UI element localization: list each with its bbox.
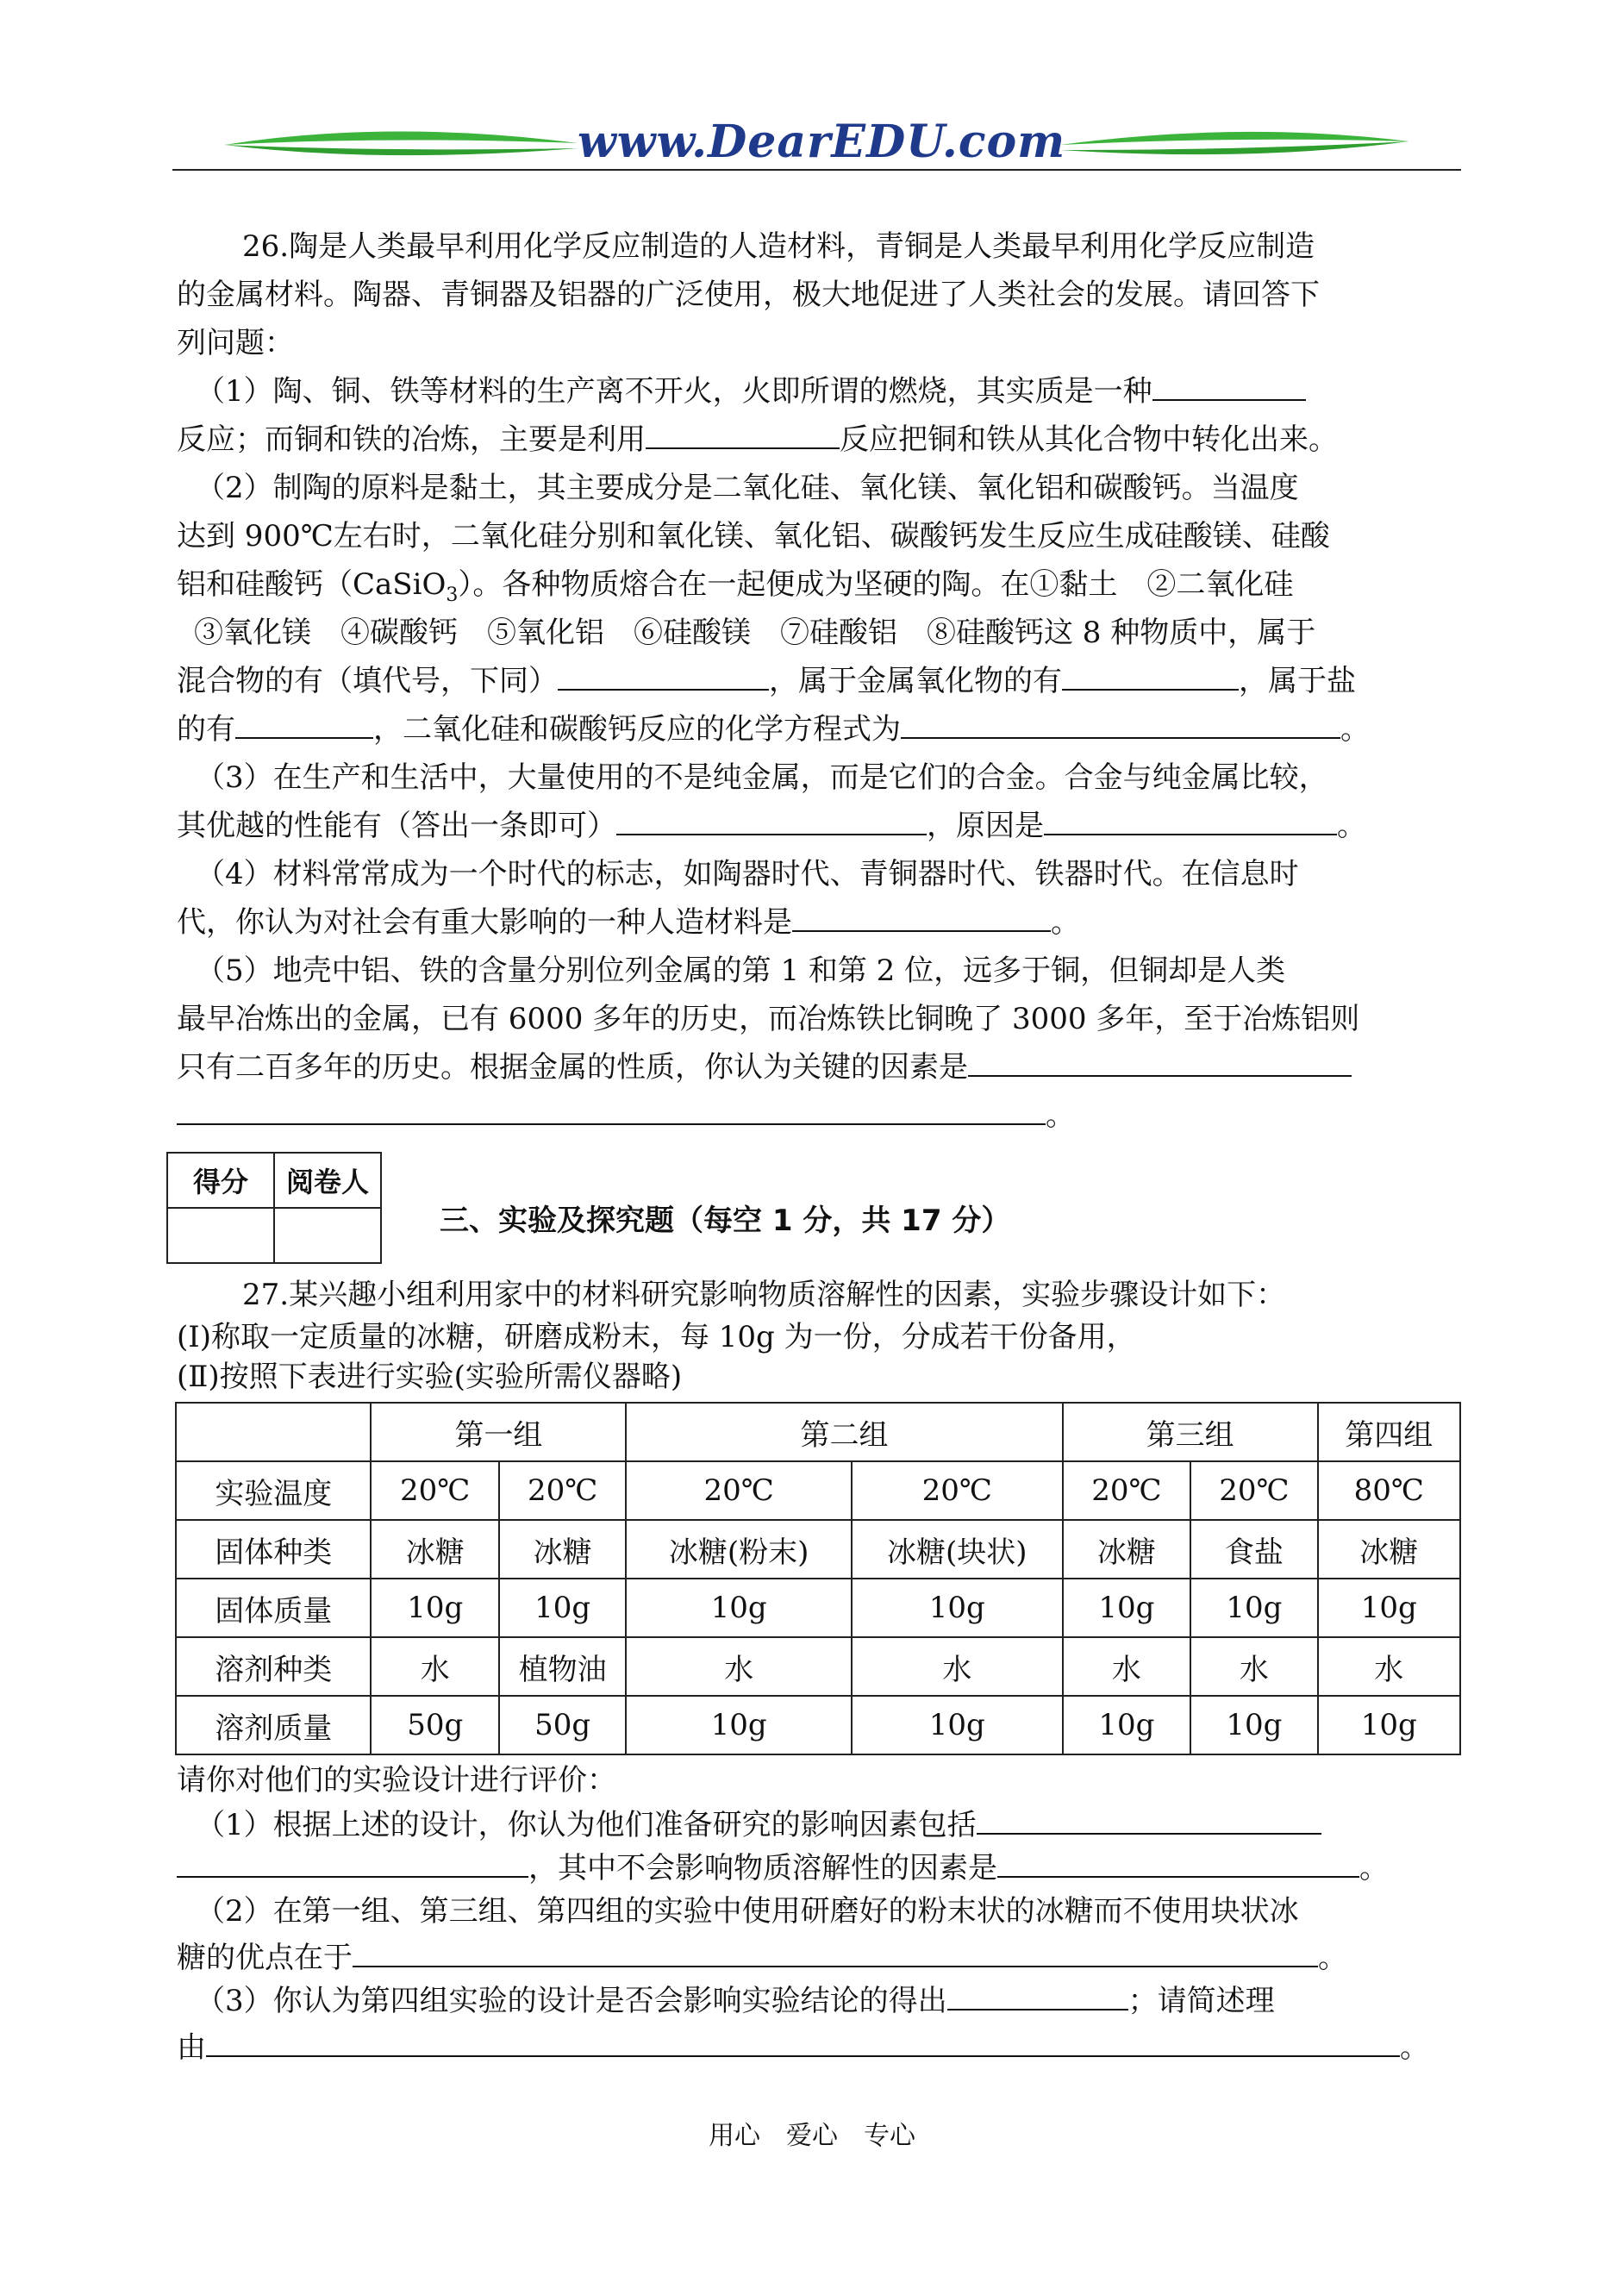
q26-part2-text: 。 bbox=[1340, 712, 1370, 747]
q26-part1 bbox=[177, 416, 1461, 464]
answer-blank[interactable] bbox=[1152, 368, 1306, 401]
table-row bbox=[176, 1637, 1460, 1696]
reviewer-label: 阅卷人 bbox=[274, 1153, 381, 1208]
table-cell: 水 bbox=[1318, 1637, 1460, 1696]
table-header-row bbox=[176, 1403, 1460, 1461]
q27-eval-part2: （2）在第一组、第三组、第四组的实验中使用研磨好的粉末状的冰糖而不使用块状冰 bbox=[196, 1894, 1299, 1929]
q26-part5 bbox=[177, 1091, 1461, 1140]
q27-eval-text: 糖的优点在于 bbox=[177, 1941, 353, 1975]
answer-blank[interactable] bbox=[177, 1092, 1046, 1125]
page-content bbox=[177, 222, 1461, 2067]
table-group-header: 第三组 bbox=[1063, 1403, 1318, 1461]
table-cell: 20℃ bbox=[1190, 1461, 1317, 1520]
answer-blank[interactable] bbox=[235, 706, 373, 739]
table-cell: 冰糖 bbox=[371, 1520, 498, 1579]
answer-blank[interactable] bbox=[997, 1845, 1359, 1878]
q27-eval-text: ；请简述理 bbox=[1127, 1984, 1275, 2018]
table-cell: 10g bbox=[1318, 1579, 1460, 1637]
q26-part5-text: 。 bbox=[1046, 1098, 1075, 1133]
table-cell: 20℃ bbox=[626, 1461, 852, 1520]
q27-eval-text: 。 bbox=[1318, 1941, 1347, 1975]
table-cell: 10g bbox=[852, 1579, 1063, 1637]
table-cell: 冰糖(粉末) bbox=[626, 1520, 852, 1579]
q26-intro-line: 列问题： bbox=[177, 326, 294, 360]
q27-eval-intro: 请你对他们的实验设计进行评价： bbox=[177, 1763, 616, 1798]
answer-blank[interactable] bbox=[177, 1845, 528, 1878]
page-header bbox=[172, 110, 1461, 172]
q26-part2-text: ，属于盐 bbox=[1239, 664, 1356, 698]
table-cell: 冰糖 bbox=[499, 1520, 626, 1579]
answer-blank[interactable] bbox=[616, 803, 927, 835]
question-26 bbox=[177, 222, 1461, 1140]
table-row-label: 固体质量 bbox=[176, 1579, 371, 1637]
question-27 bbox=[177, 1273, 1461, 2067]
q27-eval-part3 bbox=[177, 1978, 1461, 2024]
table-cell: 10g bbox=[1318, 1696, 1460, 1754]
q26-part5 bbox=[177, 1043, 1461, 1091]
q26-part5: 最早冶炼出的金属，已有 6000 多年的历史，而冶炼铁比铜晚了 3000 多年，至于冶炼铝则 bbox=[177, 1002, 1360, 1036]
q26-part2-text: 的有 bbox=[177, 712, 235, 747]
answer-blank[interactable] bbox=[206, 2024, 1400, 2057]
q26-part5: （5）地壳中铝、铁的含量分别位列金属的第 1 和第 2 位，远多于铜，但铜却是人类 bbox=[196, 954, 1286, 988]
table-cell: 10g bbox=[852, 1696, 1063, 1754]
answer-blank[interactable] bbox=[353, 1935, 1318, 1967]
q26-part2-text: 铝和硅酸钙（CaSiO bbox=[177, 567, 447, 602]
table-cell: 冰糖 bbox=[1318, 1520, 1460, 1579]
q26-part2-text: ，二氧化硅和碳酸钙反应的化学方程式为 bbox=[373, 712, 901, 747]
table-cell: 10g bbox=[1063, 1696, 1190, 1754]
table-cell: 冰糖 bbox=[1063, 1520, 1190, 1579]
table-cell: 20℃ bbox=[371, 1461, 498, 1520]
header-divider bbox=[172, 169, 1461, 171]
q26-part4-text: 代，你认为对社会有重大影响的一种人造材料是 bbox=[177, 905, 792, 940]
answer-blank[interactable] bbox=[901, 706, 1340, 739]
table-corner-cell bbox=[176, 1403, 371, 1461]
table-group-header: 第一组 bbox=[371, 1403, 626, 1461]
q26-part2-text: ）。各种物质熔合在一起便成为坚硬的陶。在①黏土 ②二氧化硅 bbox=[458, 567, 1294, 602]
table-cell: 冰糖(块状) bbox=[852, 1520, 1063, 1579]
table-cell: 20℃ bbox=[1063, 1461, 1190, 1520]
q26-part2: ③氧化镁 ④碳酸钙 ⑤氧化铝 ⑥硅酸镁 ⑦硅酸铝 ⑧硅酸钙这 8 种物质中，属于 bbox=[194, 616, 1316, 650]
table-row-label: 实验温度 bbox=[176, 1461, 371, 1520]
q26-part1 bbox=[177, 367, 1461, 416]
answer-blank[interactable] bbox=[947, 1978, 1128, 2010]
q26-part4 bbox=[177, 898, 1461, 947]
table-cell: 10g bbox=[626, 1579, 852, 1637]
page-footer: 用心 爱心 专心 bbox=[709, 2121, 915, 2151]
answer-blank[interactable] bbox=[968, 1044, 1352, 1077]
table-group-header: 第二组 bbox=[626, 1403, 1062, 1461]
q27-intro: 27.某兴趣小组利用家中的材料研究影响物质溶解性的因素，实验步骤设计如下： bbox=[242, 1278, 1286, 1312]
q26-part1-text: 反应把铜和铁从其化合物中转化出来。 bbox=[840, 422, 1338, 457]
q26-part2 bbox=[177, 560, 1461, 609]
score-label: 得分 bbox=[167, 1153, 274, 1208]
q26-intro-line: 的金属材料。陶器、青铜器及铝器的广泛使用，极大地促进了人类社会的发展。请回答下 bbox=[177, 278, 1320, 312]
experiment-table bbox=[175, 1402, 1461, 1755]
answer-blank[interactable] bbox=[1044, 803, 1337, 835]
answer-blank[interactable] bbox=[792, 899, 1051, 932]
q27-eval-text: 。 bbox=[1400, 2030, 1429, 2065]
score-box bbox=[166, 1152, 382, 1264]
table-cell: 50g bbox=[499, 1696, 626, 1754]
score-cell[interactable] bbox=[167, 1208, 274, 1263]
q27-eval-text: （3）你认为第四组实验的设计是否会影响实验结论的得出 bbox=[196, 1984, 947, 2018]
table-cell: 10g bbox=[1190, 1579, 1317, 1637]
answer-blank[interactable] bbox=[558, 658, 769, 691]
answer-blank[interactable] bbox=[1062, 658, 1239, 691]
section-heading: 三、实验及探究题（每空 1 分，共 17 分） bbox=[440, 1204, 1011, 1238]
q26-part3-text: 其优越的性能有（答出一条即可） bbox=[177, 809, 616, 843]
table-cell: 食盐 bbox=[1190, 1520, 1317, 1579]
q26-part3-text: 。 bbox=[1337, 809, 1366, 843]
table-cell: 20℃ bbox=[852, 1461, 1063, 1520]
q27-eval-text: 由 bbox=[177, 2030, 206, 2065]
header-logo-url: www.DearEDU.com bbox=[578, 116, 1066, 168]
q27-eval-text: （1）根据上述的设计，你认为他们准备研究的影响因素包括 bbox=[196, 1808, 977, 1842]
q26-part4-text: 。 bbox=[1051, 905, 1080, 940]
table-cell: 10g bbox=[626, 1696, 852, 1754]
answer-blank[interactable] bbox=[646, 416, 840, 449]
q27-eval-text: ，其中不会影响物质溶解性的因素是 bbox=[528, 1851, 997, 1885]
table-cell: 10g bbox=[499, 1579, 626, 1637]
q26-part2: （2）制陶的原料是黏土，其主要成分是二氧化硅、氧化镁、氧化铝和碳酸钙。当温度 bbox=[196, 471, 1299, 505]
table-cell: 水 bbox=[1063, 1637, 1190, 1696]
q26-part2 bbox=[177, 705, 1461, 754]
score-section-row bbox=[177, 1152, 1461, 1273]
table-cell: 植物油 bbox=[499, 1637, 626, 1696]
q27-eval-text: 。 bbox=[1359, 1851, 1389, 1885]
q26-part3-text: ，原因是 bbox=[927, 809, 1044, 843]
q27-eval-part1 bbox=[177, 1802, 1461, 1845]
table-cell: 80℃ bbox=[1318, 1461, 1460, 1520]
table-row bbox=[176, 1696, 1460, 1754]
q26-part1-text: 反应；而铜和铁的冶炼，主要是利用 bbox=[177, 422, 646, 457]
table-cell: 20℃ bbox=[499, 1461, 626, 1520]
q27-step: (Ⅱ)按照下表进行实验(实验所需仪器略) bbox=[177, 1360, 683, 1394]
q27-eval-part3 bbox=[177, 2024, 1461, 2067]
table-cell: 水 bbox=[371, 1637, 498, 1696]
q26-part5-text: 只有二百多年的历史。根据金属的性质，你认为关键的因素是 bbox=[177, 1050, 968, 1085]
q27-step: (Ⅰ)称取一定质量的冰糖，研磨成粉末，每 10g 为一份，分成若干份备用， bbox=[177, 1320, 1136, 1354]
q26-part4: （4）材料常常成为一个时代的标志，如陶器时代、青铜器时代、铁器时代。在信息时 bbox=[196, 857, 1299, 891]
table-cell: 10g bbox=[371, 1579, 498, 1637]
table-row bbox=[176, 1579, 1460, 1637]
table-cell: 水 bbox=[1190, 1637, 1317, 1696]
table-cell: 水 bbox=[626, 1637, 852, 1696]
formula-subscript: 3 bbox=[446, 584, 459, 606]
table-group-header: 第四组 bbox=[1318, 1403, 1460, 1461]
q26-part2-text: 混合物的有（填代号，下同） bbox=[177, 664, 558, 698]
table-row-label: 溶剂质量 bbox=[176, 1696, 371, 1754]
table-row bbox=[176, 1461, 1460, 1520]
q26-part2: 达到 900℃左右时，二氧化硅分别和氧化镁、氧化铝、碳酸钙发生反应生成硅酸镁、硅酸 bbox=[177, 519, 1330, 553]
table-cell: 10g bbox=[1063, 1579, 1190, 1637]
table-row-label: 固体种类 bbox=[176, 1520, 371, 1579]
table-cell: 10g bbox=[1190, 1696, 1317, 1754]
q26-part2-text: ，属于金属氧化物的有 bbox=[769, 664, 1062, 698]
table-cell: 水 bbox=[852, 1637, 1063, 1696]
q26-intro-line: 26.陶是人类最早利用化学反应制造的人造材料，青铜是人类最早利用化学反应制造 bbox=[242, 229, 1315, 264]
q27-eval-part2 bbox=[177, 1935, 1461, 1978]
q27-eval-part1 bbox=[177, 1845, 1461, 1888]
reviewer-cell[interactable] bbox=[274, 1208, 381, 1263]
q26-part1-text: （1）陶、铜、铁等材料的生产离不开火，火即所谓的燃烧，其实质是一种 bbox=[196, 374, 1152, 409]
q26-part3: （3）在生产和生活中，大量使用的不是纯金属，而是它们的合金。合金与纯金属比较， bbox=[196, 760, 1328, 795]
q26-part3 bbox=[177, 802, 1461, 850]
table-row-label: 溶剂种类 bbox=[176, 1637, 371, 1696]
q26-part2 bbox=[177, 657, 1461, 705]
table-row bbox=[176, 1520, 1460, 1579]
table-cell: 50g bbox=[371, 1696, 498, 1754]
answer-blank[interactable] bbox=[977, 1802, 1321, 1835]
